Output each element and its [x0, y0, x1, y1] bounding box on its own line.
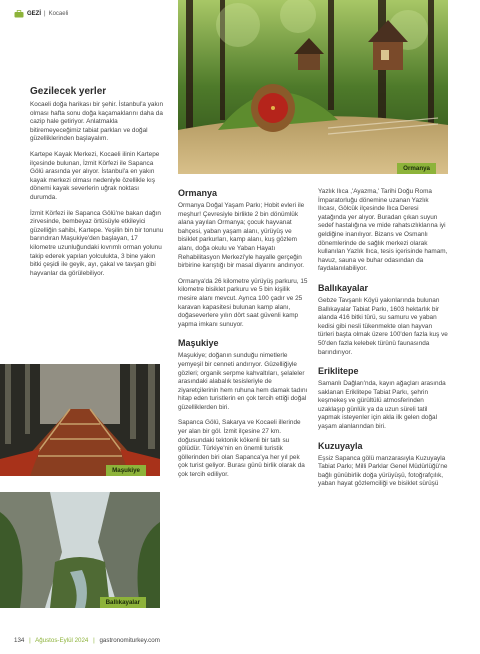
ormanya-photo — [178, 0, 448, 174]
website-link[interactable]: gastronomiturkey.com — [99, 637, 160, 644]
masukiye-caption: Maşukiye — [106, 465, 146, 476]
section-header — [14, 10, 68, 18]
intro-title: Gezilecek yerler — [30, 86, 107, 97]
erikli-title: Eriklitepe — [318, 366, 359, 377]
intro-paragraph-1: Kocaeli doğa harikası bir şehir. İstanbul'a yakın olması hafta sonu doğa kaçamaklarını daha da cazip hale getiriyor. Anlatmakla bitiremeyeceğimiz tabiat parkları ve doğal güzelliklerinden başlayalım. — [30, 101, 164, 143]
kuzuyayla-title: Kuzuyayla — [318, 440, 363, 451]
ormanya-title: Ormanya — [178, 188, 218, 198]
masukiye-photo — [0, 364, 160, 476]
footer-separator-2: | — [93, 637, 95, 644]
intro-column — [30, 86, 164, 278]
ballikayalar-canyon-image — [0, 492, 160, 608]
ballikayalar-photo — [0, 492, 160, 608]
section-label: GEZİ — [27, 11, 42, 17]
ormanya-hobbit-house-image — [178, 0, 448, 174]
right-column — [318, 188, 448, 489]
middle-column — [178, 188, 308, 480]
erikli-paragraph: Samanlı Dağları'nda, kayın ağaçları arasında saklanan Eriklitepe Tabiat Parkı, şehrin keşmekeş ve gürültülü atmosferinden uzaklaşıp günlük ya da uzun süreli tatil yapmak isteyenler için akla ilk gelen doğal yaşam alanlarından biri. — [318, 380, 446, 431]
header-divider: | — [44, 11, 46, 17]
ballikayalar-title: Ballıkayalar — [318, 282, 369, 293]
header-location: Kocaeli — [48, 11, 69, 17]
ballikayalar-paragraph: Gebze Tavşanlı Köyü yakınlarında bulunan Ballıkayalar Tabiat Parkı, 1603 hektarlık bir alanda 416 bitki türü, su samuru ve yaban kedisi gibi nesli tükenmekte olan hayvan türleri başta olmak üzere 100'den fazla kuş ve 50'den fazla kelebek türünü faunasında barındırıyor. — [318, 296, 448, 356]
intro-paragraph-3: İzmit Körfezi ile Sapanca Gölü'ne bakan dağın zirvesinde, bembeyaz örtüsüyle etkileyici güzelliğin sahibi, Kartepe. Yeşilin bin bir tonunu barındıran Maşukiye'den başlayan, 17 kilometre uzunluğundaki kıvrımlı orman yolunu takip ederek yapılan yolculukta, 3 bine yakın bitki çeşidi ile geyik, ayı, çakal ve tavşan gibi hayvanlar da görülebiliyor. — [30, 209, 164, 277]
masukiye-paragraph-1: Maşukiye; doğanın sunduğu nimetlerle yemyeşil bir cenneti andırıyor. Güzelliğiyle gözleri; organik serpme kahvaltıları, şelaleler arasındaki alabalık tesisleriyle de ziyaretçilerinin hem ruhuna hem damak tadını hitap eden turistlerin en çok tercih ettiği doğal güzelliklerden biri. — [178, 352, 308, 411]
ormanya-paragraph-1: Ormanya Doğal Yaşam Parkı; Hobit evleri ile meşhur! Çevresiyle birlikte 2 bin dönümlük alana yayılan Ormanya; çocuk hayvanat bahçesi, yaban yaşam alanı, yürüyüş ve bisiklet parkurları, kamp alanı, kuş gözlem alanı, doğa okulu ve Yaban Hayatı Rehabilitasyon Merkezi'yle hayalle gerçeğin birbirine karıştığı bir masal diyarını andırıyor. — [178, 202, 305, 270]
masukiye-title: Maşukiye — [178, 338, 219, 349]
masukiye-bridge-image — [0, 364, 160, 476]
ormanya-paragraph-2: Ormanya'da 26 kilometre yürüyüş parkuru, 15 kilometre bisiklet parkuru ve 5 bin kişilik mesire alanı mevcut. Ayrıca 100 çadır ve 25 karavan kapasitesi bulunan kamp alanı, doğaseverlere yılın dört saat güvenli kamp yapma imkanı sunuyor. — [178, 277, 308, 328]
footer-separator: | — [29, 637, 31, 644]
kuzuyayla-paragraph: Eşsiz Sapanca gölü manzarasıyla Kuzuyayla Tabiat Parkı; Milli Parklar Genel Müdürlüğü'ne bağlı günübirlik doğa yürüyüşü, fotoğrafçılık, yaban hayat gözlemciliği ve bisiklet sürüşü — [318, 454, 448, 488]
masukiye-paragraph-2: Sapanca Gölü, Sakarya ve Kocaeli illerinde yer alan bir göl. İzmit ilçesine 27 km. doğusundaki tektonik kökenli bir tatlı su gölüdür. Türkiye'nin en önemli turistik göllerinden biri olan Sapanca'ya her yıl pek çok turist geliyor. Burası günü birlik olarak da çok tercih ediliyor. — [178, 419, 305, 479]
issue-date: Ağustos-Eylül 2024 — [35, 637, 89, 644]
yazlik-paragraph: Yazlık Ilıca ,'Ayazma,' Tarihi Doğu Roma İmparatorluğu dönemine uzanan Yazlık Ilıcası, Gölcük ilçesinde Ilıca Deresi yatağında yer alıyor. Buradan çıkan suyun sedef hastalığına ve mide rahatsızlıklarına iyi geldiğine inanılıyor. Bizans ve Osmanlı dönemlerinde de sağlık merkezi olarak kullanılan Yazlık Ilıca, tesis içerisinde hamam, havuz, sauna ve buhar odasından da faydalanılabiliyor. — [318, 188, 448, 273]
page-number: 134 — [14, 637, 25, 644]
ballikayalar-caption: Ballıkayalar — [100, 597, 146, 608]
intro-paragraph-2: Kartepe Kayak Merkezi, Kocaeli ilinin Kartepe ilçesinde bulunan, İzmit Körfezi ile Sapanca Gölü arasında yer alıyor. İstanbul'a en yakın kayak merkezi olması nedeniyle özellikle kış dönemi kayak severlerin uğrak noktası durumda. — [30, 150, 160, 201]
page-footer — [14, 637, 160, 644]
ormanya-caption: Ormanya — [397, 163, 436, 174]
travel-bag-icon — [14, 10, 24, 18]
